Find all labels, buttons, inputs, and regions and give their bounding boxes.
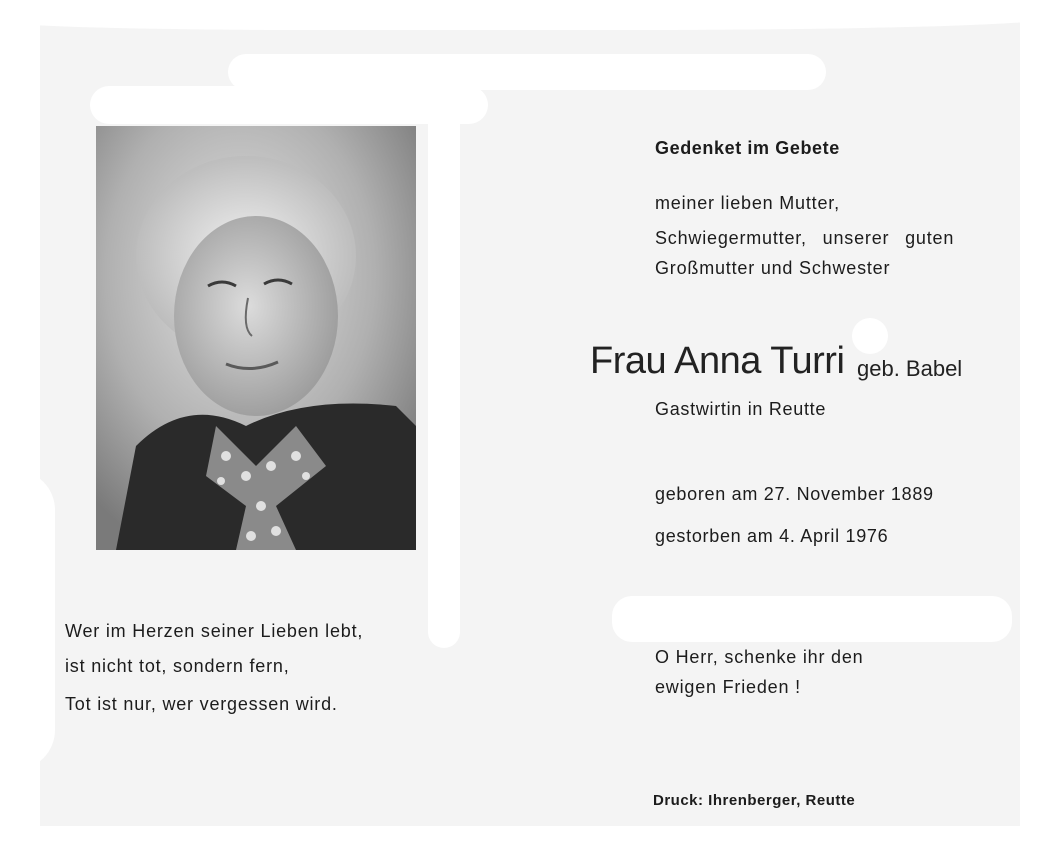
dedication-line-3: Großmutter und Schwester — [655, 258, 891, 278]
poem-line-1: Wer im Herzen seiner Lieben lebt, — [65, 621, 364, 641]
birth-name: geb. Babel — [857, 356, 963, 381]
poem-line-3: Tot ist nur, wer vergessen wird. — [65, 694, 338, 714]
birth-date: geboren am 27. November 1889 — [655, 484, 934, 504]
scan-edge-left-notch — [0, 470, 55, 770]
scan-edge-top — [0, 0, 1050, 30]
scan-streak — [428, 100, 460, 648]
portrait-photo — [96, 126, 416, 550]
card-heading: Gedenket im Gebete — [655, 138, 840, 158]
dedication-line-2: Schwiegermutter, unserer guten — [655, 228, 955, 248]
occupation: Gastwirtin in Reutte — [655, 399, 827, 419]
scan-streak — [228, 54, 826, 90]
deceased-name: Frau Anna Turri — [590, 340, 845, 382]
prayer-line-2: ewigen Frieden ! — [655, 677, 801, 697]
poem-line-2: ist nicht tot, sondern fern, — [65, 656, 290, 676]
scan-streak — [612, 596, 1012, 642]
scan-edge-bottom — [0, 826, 1050, 860]
dedication-line-1: meiner lieben Mutter, — [655, 193, 840, 213]
scan-spot — [852, 318, 888, 354]
prayer-line-1: O Herr, schenke ihr den — [655, 647, 864, 667]
printer-credit: Druck: Ihrenberger, Reutte — [653, 792, 856, 809]
scan-edge-right — [1020, 0, 1050, 860]
death-date: gestorben am 4. April 1976 — [655, 526, 889, 546]
